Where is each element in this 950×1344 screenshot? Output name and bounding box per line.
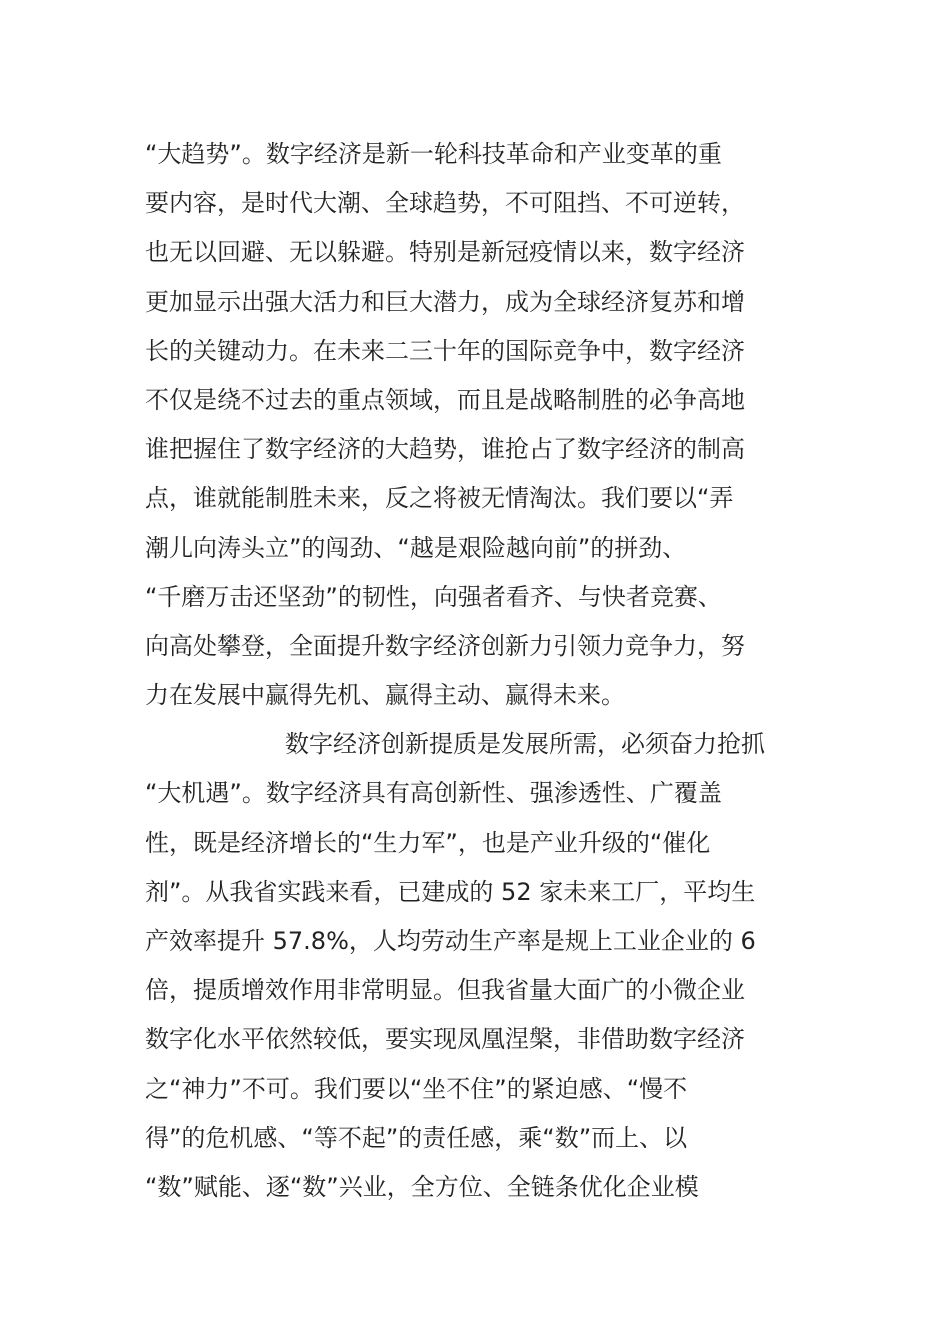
body-text xyxy=(145,130,810,1212)
text-line-21: 得”的危机感、“等不起”的责任感，乘“数”而上、以 xyxy=(145,1123,688,1152)
text-line-11: 向高处攀登，全面提升数字经济创新力引领力竞争力，努 xyxy=(145,631,745,660)
text-line-17: 产效率提升 57.8%，人均劳动生产率是规上工业企业的 6 xyxy=(145,927,756,955)
text-line-1: “大趋势”。数字经济是新一轮科技革命和产业变革的重 xyxy=(145,140,722,168)
text-line-18: 倍，提质增效作用非常明显。但我省量大面广的小微企业 xyxy=(145,976,745,1005)
text-line-15: 性，既是经济增长的“生力军”，也是产业升级的“催化 xyxy=(145,828,711,857)
text-line-9: 潮儿向涛头立”的闯劲、“越是艰险越向前”的拼劲、 xyxy=(145,533,687,562)
text-line-2: 要内容，是时代大潮、全球趋势，不可阻挡、不可逆转， xyxy=(145,189,745,218)
text-line-6: 不仅是绕不过去的重点领域，而且是战略制胜的必争高地 xyxy=(145,385,745,414)
text-line-4: 更加显示出强大活力和巨大潜力，成为全球经济复苏和增 xyxy=(145,287,745,316)
text-line-10: “千磨万击还坚劲”的韧性，向强者看齐、与快者竞赛、 xyxy=(145,582,722,611)
text-line-7: 谁把握住了数字经济的大趋势，谁抢占了数字经济的制高 xyxy=(145,435,745,464)
text-line-5: 长的关键动力。在未来二三十年的国际竞争中，数字经济 xyxy=(145,336,745,365)
text-line-12: 力在发展中赢得先机、赢得主动、赢得未来。 xyxy=(145,681,625,710)
text-line-20: 之“神力”不可。我们要以“坐不住”的紧迫感、“慢不 xyxy=(145,1074,688,1103)
text-line-16: 剂”。从我省实践来看，已建成的 52 家未来工厂，平均生 xyxy=(145,877,756,906)
text-line-14: “大机遇”。数字经济具有高创新性、强渗透性、广覆盖 xyxy=(145,779,722,808)
text-line-22: “数”赋能、逐“数”兴业，全方位、全链条优化企业模 xyxy=(145,1172,699,1201)
text-line-8: 点，谁就能制胜未来，反之将被无情淘汰。我们要以“弄 xyxy=(145,484,734,513)
text-line-13: 数字经济创新提质是发展所需，必须奋力抢抓 xyxy=(285,730,765,759)
text-line-3: 也无以回避、无以躲避。特别是新冠疫情以来，数字经济 xyxy=(145,238,745,267)
text-line-19: 数字化水平依然较低，要实现凤凰涅槃，非借助数字经济 xyxy=(145,1025,745,1054)
